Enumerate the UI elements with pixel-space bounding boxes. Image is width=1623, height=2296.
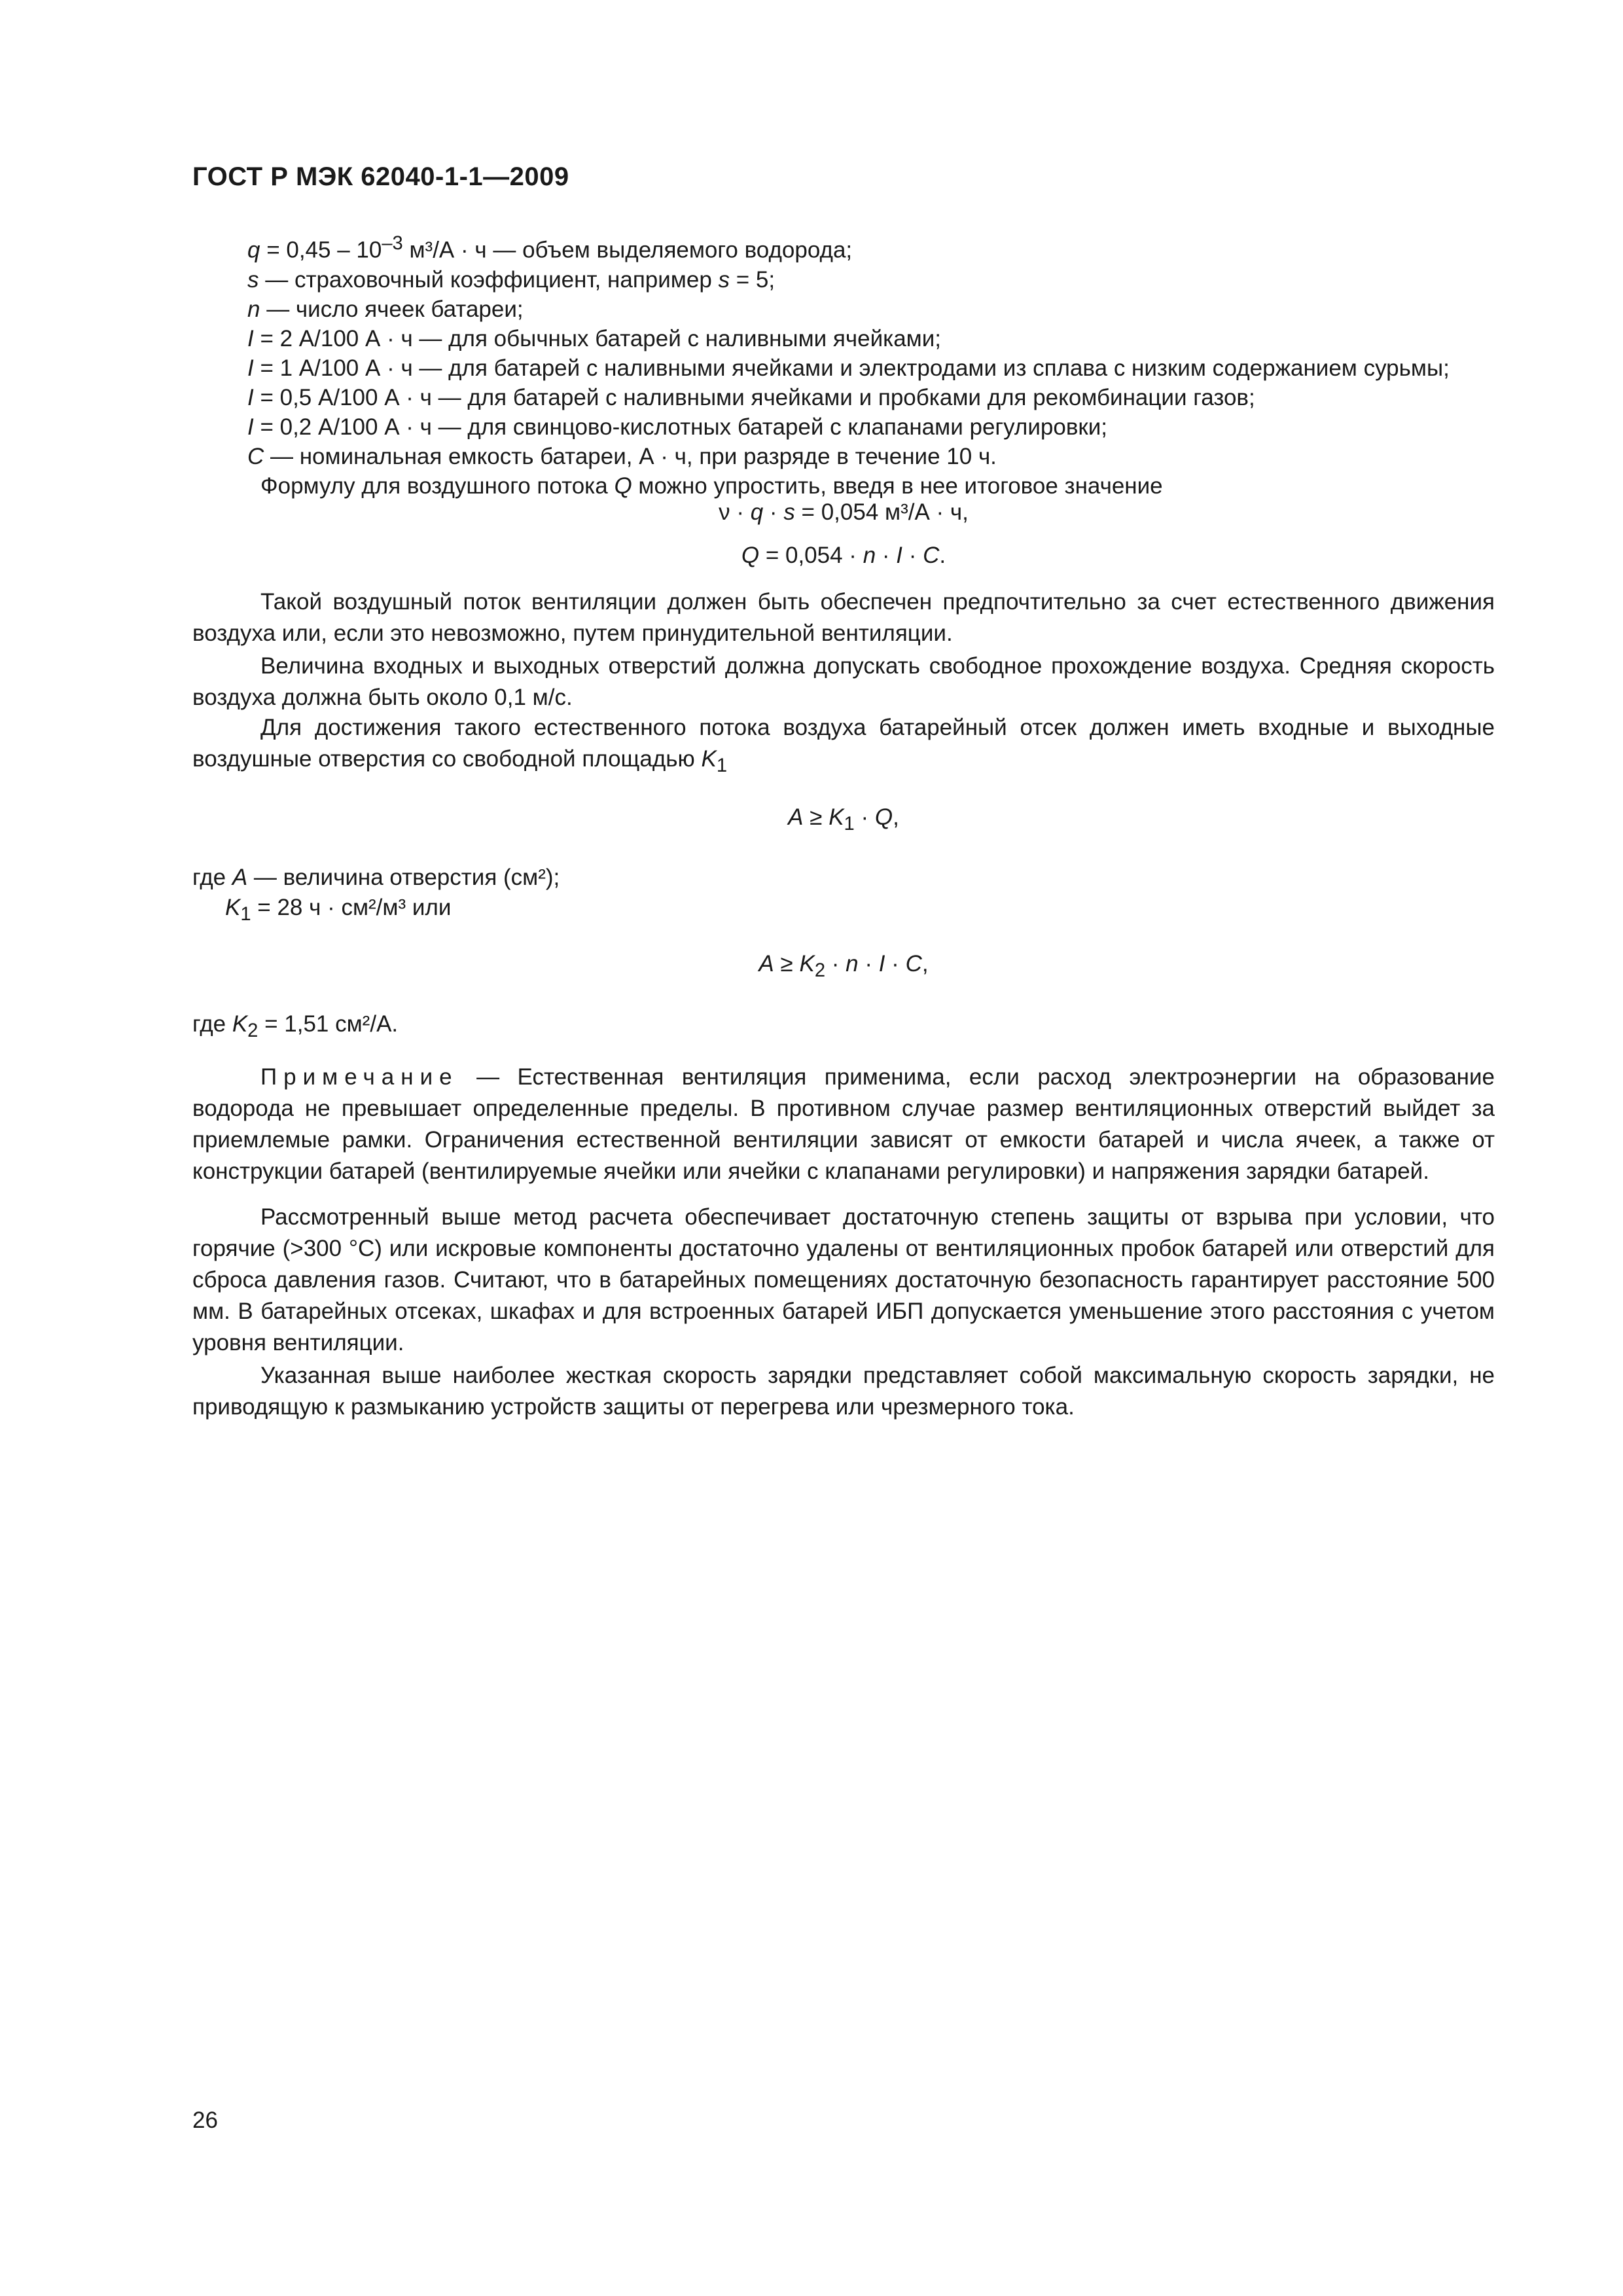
definition-c: C — номинальная емкость батареи, А · ч, при разряде в течение 10 ч. [247, 443, 997, 469]
paragraph-explosion-protection: Рассмотренный выше метод расчета обеспечивает достаточную степень защиты от взрыва при условии, что горячие (>300 °С) или искровые компоненты достаточно удалены от вентиляционных пробок батарей или отверстий для сброса давления газов. Считают, что в батарейных помещениях достаточную безопасность гарантирует расстояние 500 мм. В батарейных отсеках, шкафах и для встроенных батарей ИБП допускается уменьшение этого расстояния с учетом уровня вентиляции. [192, 1204, 1495, 1355]
simplify-text: Формулу для воздушного потока Q можно упростить, введя в нее итоговое значение [260, 473, 1163, 499]
where-k2: где $K_2 = 1,51$ см²/А. [192, 1011, 399, 1041]
formula-a-k1: $A \ge K_1 \cdot Q$, [788, 804, 899, 834]
definitions-list [192, 229, 1495, 501]
paragraph-openings: Величина входных и выходных отверстий должна допускать свободное прохождение воздуха. Средняя скорость воздуха должна быть около 0,1 м/с. [192, 653, 1495, 710]
paragraph-free-area: Для достижения такого естественного потока воздуха батарейный отсек должен иметь входные и выходные воздушные отверстия со свободной площадью $K_1$ [192, 715, 1495, 776]
paragraph-charging-rate: Указанная выше наиболее жесткая скорость зарядки представляет собой максимальную скорость зарядки, не приводящую к размыканию устройств защиты от перегрева или чрезмерного тока. [192, 1363, 1495, 1420]
page-number: 26 [192, 2108, 218, 2133]
definition-i-02a: I = 0,2 А/100 А · ч — для свинцово-кислотных батарей с клапанами регулировки; [247, 414, 1107, 440]
definition-s: s — страховочный коэффициент, например s = 5; [247, 266, 776, 293]
definition-i-1a: I = 1 А/100 А · ч — для батарей с наливными ячейками и электродами из сплава с низким содержанием сурьмы; [247, 355, 1450, 381]
formula-q: Q = 0,054 · n · I · C. [741, 543, 946, 568]
definition-q: $q = 0,45 - 10^{-3}$ м³/А · ч — объем выделяемого водорода; [247, 233, 853, 263]
definition-i-05a: I = 0,5 А/100 А · ч — для батарей с наливными ячейками и пробками для рекомбинации газов; [247, 384, 1255, 410]
document-header: ГОСТ Р МЭК 62040-1-1—2009 [192, 162, 569, 191]
k1-value: $K_1 = 28$ ч · см²/м³ или [225, 895, 452, 925]
definition-i-2a: I = 2 А/100 А · ч — для обычных батарей с наливными ячейками; [247, 325, 942, 351]
formula-vqs: ν · q · s = 0,054 м³/А · ч, [719, 499, 969, 525]
note-label: Примечание [260, 1064, 459, 1090]
formula-a-k2: $A \ge K_2 \cdot n \cdot I \cdot C$, [758, 951, 929, 981]
paragraph-natural-flow: Такой воздушный поток вентиляции должен быть обеспечен предпочтительно за счет естественного движения воздуха или, если это невозможно, путем принудительной вентиляции. [192, 589, 1495, 646]
where-a: где A — величина отверстия (см²); [192, 865, 560, 890]
note-paragraph: Примечание — Естественная вентиляция применима, если расход электроэнергии на образование водорода не превышает определенные пределы. В противном случае размер вентиляционных отверстий выйдет за приемлемые рамки. Ограничения естественной вентиляции зависят от емкости батарей и числа ячеек, а также от конструкции батарей (вентилируемые ячейки или ячейки с клапанами регулировки) и напряжения зарядки батарей. [192, 1064, 1495, 1184]
definition-n: n — число ячеек батареи; [247, 296, 524, 322]
